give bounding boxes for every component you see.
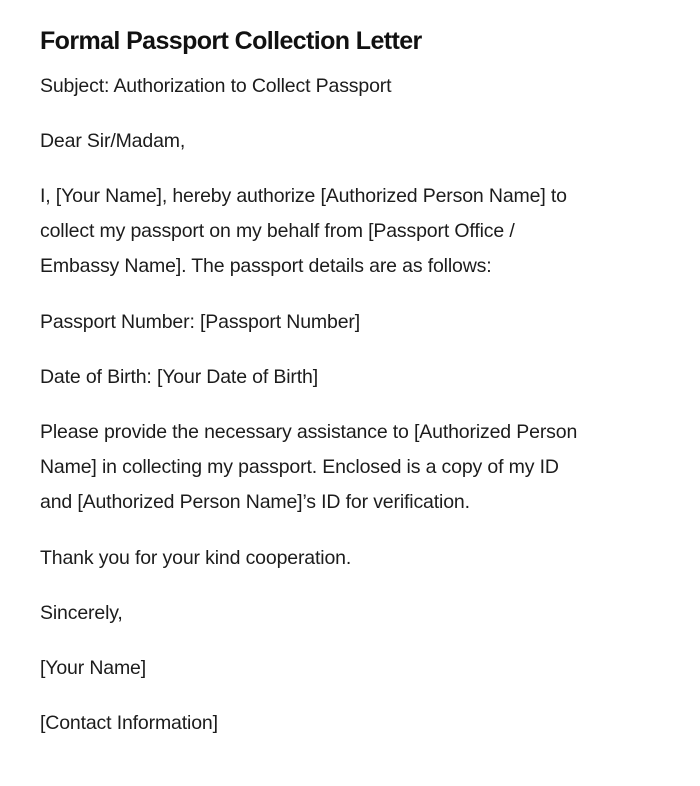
signature-name: [Your Name] [40,657,147,679]
paragraph-line: Name] in collecting my passport. Enclosed is a copy of my ID [40,456,559,478]
paragraph-line: Please provide the necessary assistance to [Authorized Person [40,421,578,443]
passport-number-line: Passport Number: [Passport Number] [40,311,361,333]
body-paragraph-authorization [40,179,660,284]
paragraph-line: I, [Your Name], hereby authorize [Authorized Person Name] to [40,185,567,207]
date-of-birth-line: Date of Birth: [Your Date of Birth] [40,366,319,388]
salutation: Dear Sir/Madam, [40,130,186,152]
thanks-line: Thank you for your kind cooperation. [40,547,352,569]
closing-line: Sincerely, [40,602,123,624]
contact-information: [Contact Information] [40,712,218,734]
subject-line: Subject: Authorization to Collect Passport [40,75,392,97]
paragraph-line: collect my passport on my behalf from [Passport Office / [40,220,515,242]
document-title: Formal Passport Collection Letter [40,27,422,55]
body-paragraph-assistance [40,415,660,520]
paragraph-line: Embassy Name]. The passport details are as follows: [40,255,492,277]
paragraph-line: and [Authorized Person Name]’s ID for verification. [40,491,470,513]
